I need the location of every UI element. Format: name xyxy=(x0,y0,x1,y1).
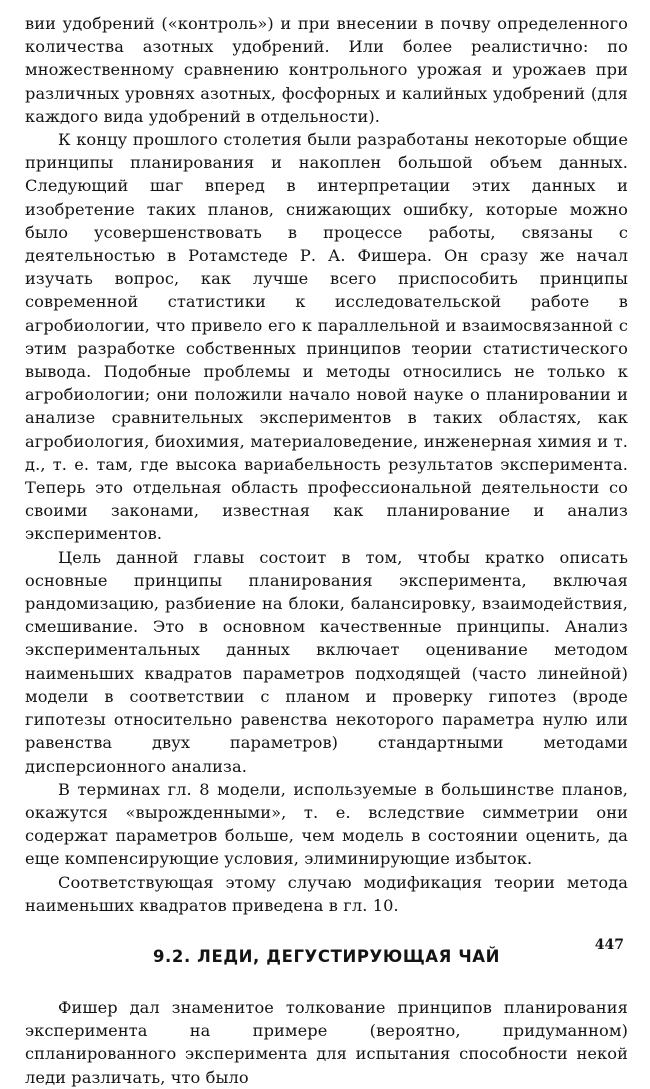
paragraph-chapter-goal: Цель данной главы состоит в том, чтобы кратко описать основные принципы планирования эксперимента, включая рандомизацию, разбиение на блоки, балансировку, взаимодействия, смешивание. Это в основном качественные принципы. Анализ экспериментальных данных включает оценивание методом наименьших квадратов параметров подходящей (часто линейной) модели в соответствии с планом и проверку гипотез (вроде гипотезы относительно равенства некоторого параметра нулю или равенства двух параметров) стандартными методами дисперсионного анализа. xyxy=(25,547,628,776)
paragraph-degenerate-models: В терминах гл. 8 модели, используемые в большинстве планов, окажутся «вырожденными», т. е. вследствие симметрии они содержат параметров больше, чем модель в состоянии оценить, да еще компенсирующие условия, элиминирующие избыток. xyxy=(25,779,628,869)
page-body xyxy=(25,12,628,1087)
section-heading: 9.2. ЛЕДИ, ДЕГУСТИРУЮЩАЯ ЧАЙ xyxy=(152,946,501,966)
page-number: 447 xyxy=(594,937,624,953)
paragraph-history-fisher: К концу прошлого столетия были разработаны некоторые общие принципы планирования и накоплен большой объем данных. Следующий шаг вперед в интерпретации этих данных и изобретение таких планов, снижающих ошибку, которые можно было усовершенствовать в процессе работы, связаны с деятельностью в Ротамстеде Р. А. Фишера. Он сразу же начал изучать вопрос, как лучше всего приспособить принципы современной статистики к исследовательской работе в агробиологии, что привело его к параллельной и взаимосвязанной с этим разработке собственных принципов теории статистического вывода. Подобные проблемы и методы относились не только к агробиологии; они положили начало новой науке о планировании и анализе сравнительных экспериментов в таких областях, как агробиология, биохимия, материаловедение, инженерная химия и т. д., т. е. там, где высока вариабельность результатов эксперимента. Теперь это отдельная область профессиональной деятельности со своими законами, известная как планирование и анализ экспериментов. xyxy=(25,130,628,544)
paragraph-least-squares-ref: Соответствующая этому случаю модификация теории метода наименьших квадратов приведена в гл. 10. xyxy=(25,872,628,915)
paragraph-continued: вии удобрений («контроль») и при внесении в почву определенного количества азотных удобрений. Или более реалистично: по множественному сравнению контрольного урожая и урожаев при различных уровнях азотных, фосфорных и калийных удобрений (для каждого вида удобрений в отдельности). xyxy=(25,14,628,126)
paragraph-tea-lady: Фишер дал знаменитое толкование принципов планирования эксперимента на примере (вероятно, придуманном) спланированного эксперимента для испытания способности некой леди различать, что было xyxy=(25,997,628,1087)
